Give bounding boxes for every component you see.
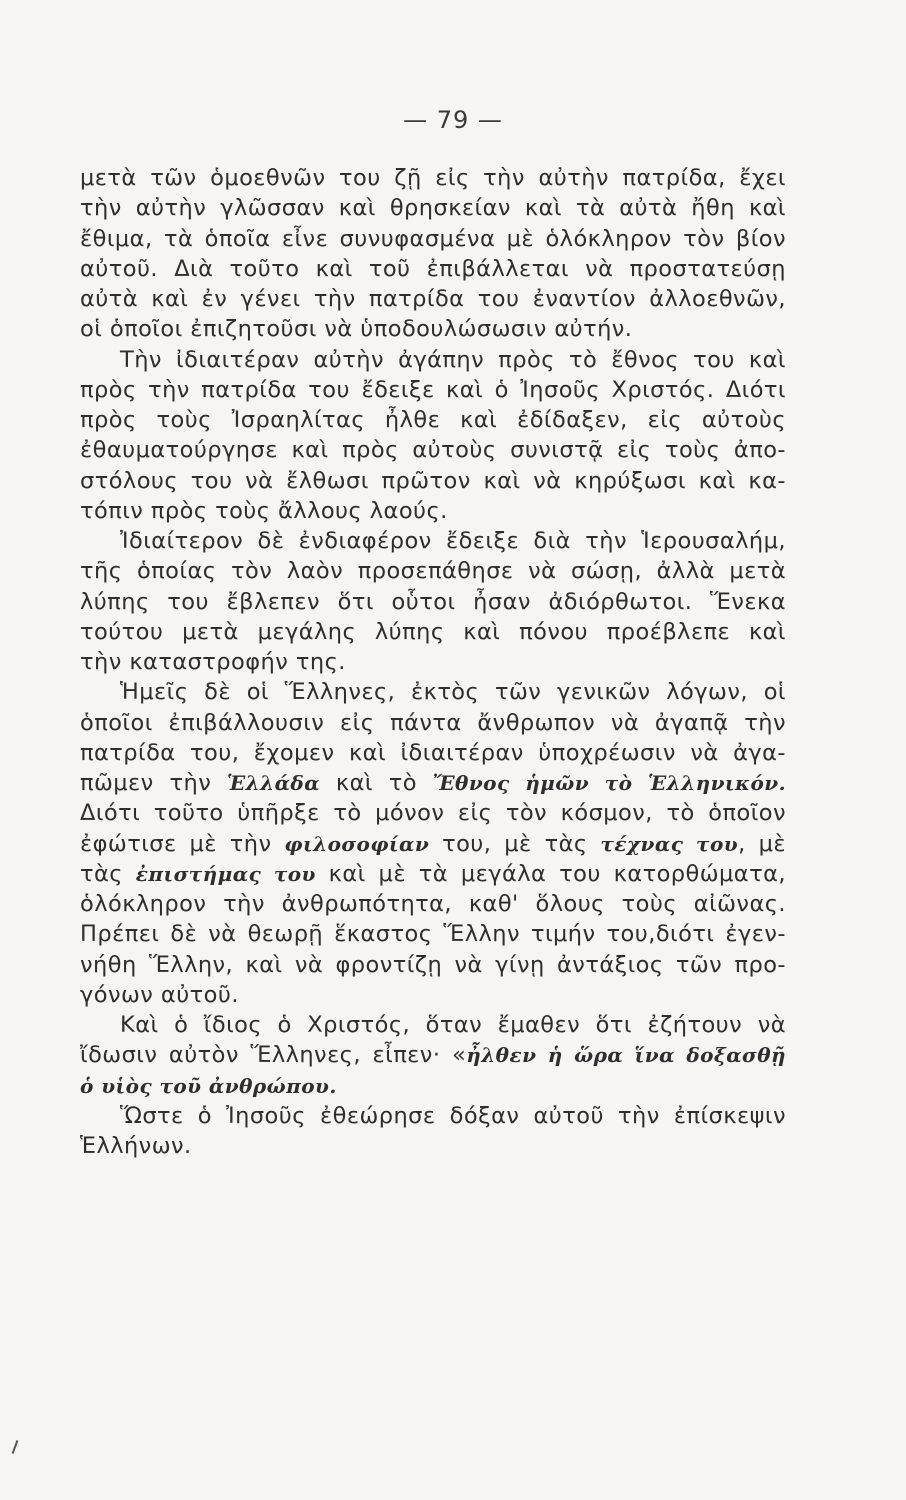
text-line bbox=[80, 163, 786, 193]
line-text: αὐτὰ καὶ ἐν γένει τὴν πατρίδα του ἐναντίον ἀλλοεθνῶν, bbox=[80, 286, 786, 312]
line-text: καὶ τὸ bbox=[320, 770, 433, 796]
text-line bbox=[80, 193, 786, 223]
line-text: μετὰ τῶν ὁμοεθνῶν του ζῇ εἰς τὴν αὐτὴν πατρίδα, ἔχει bbox=[80, 165, 786, 191]
line-text: γόνων αὐτοῦ. bbox=[80, 981, 239, 1008]
text-line bbox=[80, 859, 786, 889]
line-text: τούτου μετὰ μεγάλης λύπης καὶ πόνου προέβλεπε καὶ bbox=[80, 618, 786, 645]
text-line bbox=[80, 314, 786, 344]
line-text: τῆς ὁποίας τὸν λαὸν προσεπάθησε νὰ σώσῃ, ἀλλὰ μετὰ bbox=[80, 558, 786, 585]
line-text: ὁλόκληρον τὴν ἀνθρωπότητα, καθ' ὅλους τοὺς αἰῶνας. bbox=[80, 891, 786, 917]
line-text: , μὲ bbox=[738, 830, 786, 857]
text-line bbox=[80, 254, 786, 284]
page-number: — 79 — bbox=[403, 106, 503, 134]
text-line bbox=[80, 284, 786, 314]
emphasis-text: Ἑλλάδα bbox=[227, 771, 321, 795]
text-line bbox=[80, 919, 786, 949]
line-text: τὴν αὐτὴν γλῶσσαν καὶ θρησκείαν καὶ τὰ αὐτὰ ἤθη καὶ bbox=[80, 195, 786, 222]
text-line bbox=[80, 798, 786, 828]
stray-pen-mark bbox=[12, 1440, 19, 1454]
emphasis-text: ὁ υἱὸς τοῦ ἀνθρώπου. bbox=[80, 1073, 337, 1098]
text-line bbox=[80, 556, 786, 586]
line-text: πρὸς τὴν πατρίδα του ἔδειξε καὶ ὁ Ἰησοῦς Χριστός. Διότι bbox=[80, 376, 786, 403]
line-text: Ἑλλήνων. bbox=[80, 1133, 192, 1159]
line-text: λύπης του ἔβλεπεν ὅτι οὗτοι ἦσαν ἀδιόρθωτοι. Ἕνεκα bbox=[80, 588, 786, 615]
text-line bbox=[80, 526, 786, 556]
text-line bbox=[80, 345, 786, 375]
text-line bbox=[80, 647, 786, 677]
line-text: πατρίδα του, ἔχομεν καὶ ἰδιαιτέραν ὑποχρέωσιν νὰ ἀγα- bbox=[80, 739, 786, 766]
text-line bbox=[80, 496, 786, 526]
text-line bbox=[80, 466, 786, 496]
line-text: πῶμεν τὴν bbox=[80, 770, 228, 796]
text-line bbox=[80, 587, 786, 617]
emphasis-text: φιλοσοφίαν bbox=[284, 831, 430, 856]
text-line bbox=[80, 375, 786, 405]
text-line bbox=[80, 435, 786, 465]
emphasis-text: Ἔθνος ἡμῶν τὸ Ἑλληνικόν. bbox=[432, 771, 786, 795]
emphasis-text: τέχνας του bbox=[600, 831, 739, 856]
body-text bbox=[80, 163, 786, 1161]
text-line bbox=[80, 950, 786, 980]
line-text: καὶ μὲ τὰ μεγάλα του κατορθώματα, bbox=[315, 860, 786, 887]
line-text: Ἰδιαίτερον δὲ ἐνδιαφέρον ἔδειξε διὰ τὴν Ἱερουσαλήμ, bbox=[120, 528, 786, 554]
text-line bbox=[80, 224, 786, 254]
line-text: τὴν καταστροφήν της. bbox=[80, 649, 346, 675]
text-line bbox=[80, 1040, 786, 1070]
line-text: του, μὲ τὰς bbox=[429, 830, 601, 857]
emphasis-text: ἐπιστήμας του bbox=[135, 861, 316, 886]
line-text: ὁποῖοι ἐπιβάλλουσιν εἰς πάντα ἄνθρωπον νὰ ἀγαπᾷ τὴν bbox=[80, 709, 786, 736]
text-line bbox=[80, 1010, 786, 1040]
emphasis-text: ἦλθεν ἡ ὥρα ἵνα δοξασθῇ bbox=[466, 1043, 786, 1068]
line-text: Ὥστε ὁ Ἰησοῦς ἐθεώρησε δόξαν αὐτοῦ τὴν ἐπίσκεψιν bbox=[120, 1102, 786, 1129]
text-line bbox=[80, 405, 786, 435]
line-text: Καὶ ὁ ἴδιος ὁ Χριστός, ὅταν ἔμαθεν ὅτι ἐζήτουν νὰ bbox=[120, 1012, 786, 1038]
text-line bbox=[80, 738, 786, 768]
line-text: τόπιν πρὸς τοὺς ἄλλους λαούς. bbox=[80, 497, 448, 524]
line-text: ἐθαυματούργησε καὶ πρὸς αὐτοὺς συνιστᾷ εἰς τοὺς ἀπο- bbox=[80, 437, 786, 464]
line-text: νήθη Ἕλλην, καὶ νὰ φροντίζῃ νὰ γίνῃ ἀντάξιος τῶν προ- bbox=[80, 951, 786, 978]
line-text: ἴδωσιν αὐτὸν Ἕλληνες, εἶπεν· « bbox=[80, 1042, 467, 1069]
text-line bbox=[80, 1131, 786, 1161]
line-text: Ἡμεῖς δὲ οἱ Ἕλληνες, ἐκτὸς τῶν γενικῶν λόγων, οἱ bbox=[120, 679, 786, 706]
text-line bbox=[80, 889, 786, 919]
line-text: πρὸς τοὺς Ἰσραηλίτας ἦλθε καὶ ἐδίδαξεν, εἰς αὐτοὺς bbox=[80, 407, 786, 433]
line-text: Διότι τοῦτο ὑπῆρξε τὸ μόνον εἰς τὸν κόσμον, τὸ ὁποῖον bbox=[80, 800, 786, 827]
line-text: οἱ ὁποῖοι ἐπιζητοῦσι νὰ ὑποδουλώσωσιν αὐτήν. bbox=[80, 316, 633, 343]
text-line bbox=[80, 829, 786, 859]
line-text: τὰς bbox=[80, 860, 136, 887]
line-text: αὐτοῦ. Διὰ τοῦτο καὶ τοῦ ἐπιβάλλεται νὰ προστατεύσῃ bbox=[80, 255, 786, 282]
text-line bbox=[80, 1071, 786, 1101]
line-text: Πρέπει δὲ νὰ θεωρῇ ἕκαστος Ἕλλην τιμήν του,διότι ἐγεν- bbox=[80, 921, 786, 948]
text-line bbox=[80, 677, 786, 707]
text-line bbox=[80, 1101, 786, 1131]
text-line bbox=[80, 617, 786, 647]
text-line bbox=[80, 980, 786, 1010]
text-line bbox=[80, 768, 786, 798]
line-text: ἐφώτισε μὲ τὴν bbox=[80, 830, 285, 857]
line-text: ἔθιμα, τὰ ὁποῖα εἶνε συνυφασμένα μὲ ὁλόκληρον τὸν βίον bbox=[80, 225, 786, 252]
line-text: Τὴν ἰδιαιτέραν αὐτὴν ἀγάπην πρὸς τὸ ἔθνος του καὶ bbox=[120, 346, 786, 373]
line-text: στόλους του νὰ ἔλθωσι πρῶτον καὶ νὰ κηρύξωσι καὶ κα- bbox=[80, 467, 786, 494]
text-line bbox=[80, 708, 786, 738]
